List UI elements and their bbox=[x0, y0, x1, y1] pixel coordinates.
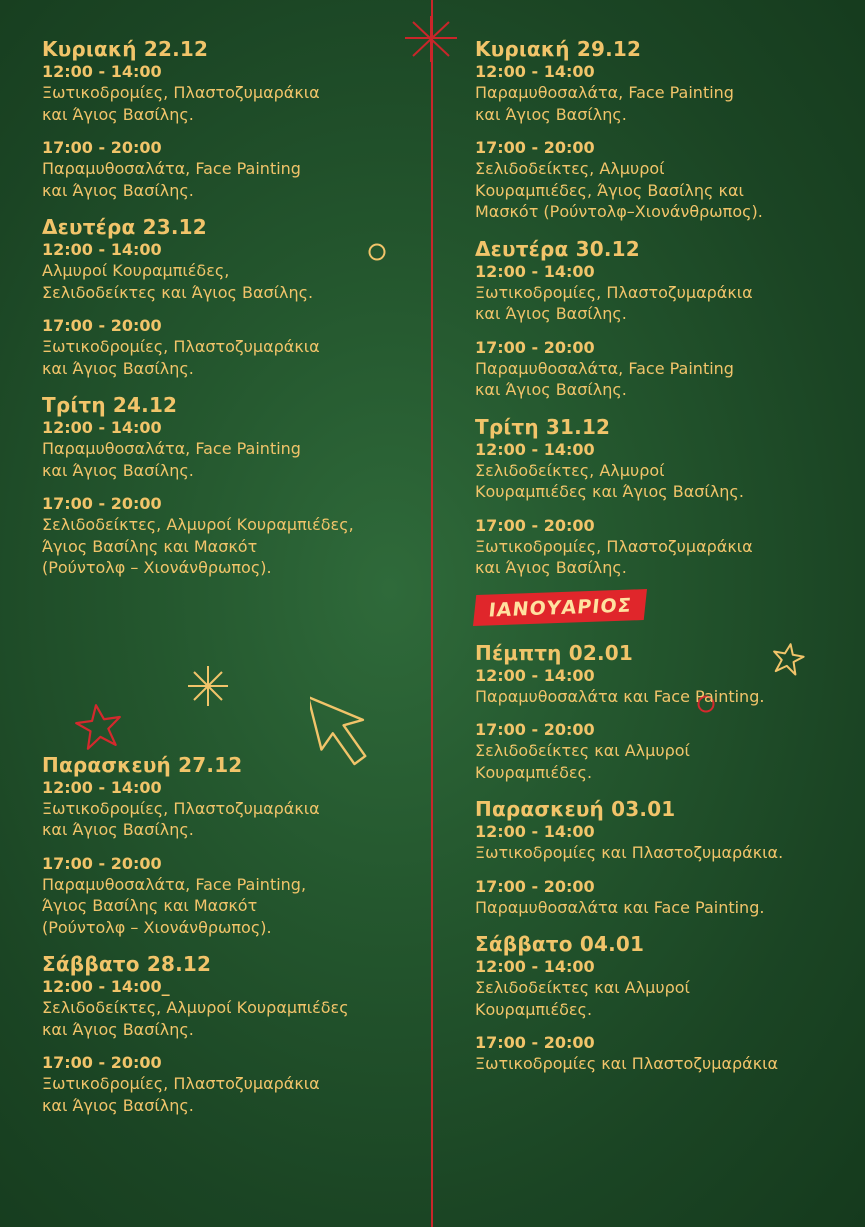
day-title: Δευτέρα 30.12 bbox=[475, 236, 640, 261]
time-slot bbox=[475, 516, 855, 579]
slot-time: 17:00 - 20:00 bbox=[475, 876, 595, 896]
time-slot bbox=[42, 1053, 422, 1116]
slot-time: 12:00 - 14:00_ bbox=[42, 977, 170, 996]
time-slot bbox=[475, 262, 855, 325]
day-block bbox=[475, 414, 855, 579]
slot-description: Αλμυροί Κουραμπιέδες, Σελιδοδείκτες και Άγιος Βασίλης. bbox=[42, 261, 314, 302]
time-slot bbox=[475, 138, 855, 223]
time-slot bbox=[42, 240, 422, 303]
time-slot bbox=[475, 1033, 855, 1075]
day-title: Παρασκευή 27.12 bbox=[42, 752, 243, 777]
slot-time: 17:00 - 20:00 bbox=[42, 1053, 162, 1072]
time-slot bbox=[42, 854, 422, 939]
slot-description: Παραμυθοσαλάτα, Face Painting και Άγιος Βασίλης. bbox=[42, 439, 301, 480]
slot-description: Ξωτικοδρομίες, Πλαστοζυμαράκια και Άγιος Βασίλης. bbox=[42, 798, 320, 839]
slot-description: Ξωτικοδρομίες, Πλαστοζυμαράκια και Άγιος Βασίλης. bbox=[42, 337, 320, 378]
time-slot bbox=[475, 62, 855, 125]
slot-time: 12:00 - 14:00 bbox=[42, 418, 162, 437]
slot-time: 17:00 - 20:00 bbox=[42, 138, 162, 157]
slot-time: 12:00 - 14:00 bbox=[42, 62, 162, 81]
slot-description: Σελιδοδείκτες, Αλμυροί Κουραμπιέδες, Άγιος Βασίλης και Μασκότ (Ρούντολφ–Χιονάνθρωπος). bbox=[475, 159, 763, 221]
slot-time: 12:00 - 14:00 bbox=[475, 62, 595, 81]
slot-description: Ξωτικοδρομίες και Πλαστοζυμαράκια bbox=[475, 1054, 779, 1073]
slot-description: Σελιδοδείκτες, Αλμυροί Κουραμπιέδες, Άγιος Βασίλης και Μασκότ (Ρούντολφ – Χιονάνθρωπος). bbox=[42, 515, 354, 577]
slot-time: 17:00 - 20:00 bbox=[475, 720, 595, 739]
day-block bbox=[42, 392, 422, 579]
time-slot bbox=[475, 666, 855, 708]
day-block bbox=[42, 36, 422, 201]
slot-description: Ξωτικοδρομίες, Πλαστοζυμαράκια και Άγιος Βασίλης. bbox=[42, 83, 320, 124]
center-divider-line bbox=[431, 0, 433, 1227]
day-block bbox=[475, 796, 855, 918]
slot-description: Ξωτικοδρομίες και Πλαστοζυμαράκια. bbox=[475, 843, 784, 862]
day-block bbox=[475, 640, 855, 784]
time-slot bbox=[42, 418, 422, 481]
slot-description: Σελιδοδείκτες και Αλμυροί Κουραμπιέδες. bbox=[475, 741, 690, 782]
time-slot bbox=[42, 62, 422, 125]
time-slot bbox=[475, 720, 855, 783]
time-slot bbox=[42, 977, 422, 1040]
slot-description: Ξωτικοδρομίες, Πλαστοζυμαράκια και Άγιος Βασίλης. bbox=[475, 536, 753, 577]
slot-description: Ξωτικοδρομίες, Πλαστοζυμαράκια και Άγιος Βασίλης. bbox=[42, 1074, 320, 1115]
day-title: Τρίτη 24.12 bbox=[42, 393, 178, 417]
time-slot bbox=[42, 316, 422, 379]
left-schedule-column bbox=[42, 36, 422, 1129]
slot-description: Σελιδοδείκτες, Αλμυροί Κουραμπιέδες και Άγιος Βασίλης. bbox=[475, 460, 744, 501]
day-title: Πέμπτη 02.01 bbox=[475, 640, 634, 665]
slot-time: 17:00 - 20:00 bbox=[475, 1033, 595, 1052]
slot-time: 12:00 - 14:00 bbox=[475, 665, 595, 685]
time-slot bbox=[475, 877, 855, 919]
time-slot bbox=[42, 778, 422, 841]
slot-time: 12:00 - 14:00 bbox=[42, 240, 162, 259]
slot-time: 12:00 - 14:00 bbox=[475, 822, 595, 841]
time-slot bbox=[475, 822, 855, 864]
slot-description: Παραμυθοσαλάτα, Face Painting, Άγιος Βασίλης και Μασκότ (Ρούντολφ – Χιονάνθρωπος). bbox=[42, 874, 307, 937]
slot-description: Παραμυθοσαλάτα, Face Painting και Άγιος Βασίλης. bbox=[42, 159, 301, 200]
day-title: Σάββατο 28.12 bbox=[42, 952, 212, 976]
right-schedule-column bbox=[475, 36, 855, 1088]
day-block bbox=[475, 931, 855, 1075]
slot-description: Σελιδοδείκτες, Αλμυροί Κουραμπιέδες και Άγιος Βασίλης. bbox=[42, 998, 349, 1039]
slot-time: 12:00 - 14:00 bbox=[42, 777, 162, 797]
slot-time: 17:00 - 20:00 bbox=[42, 494, 162, 513]
slot-description: Παραμυθοσαλάτα και Face Painting. bbox=[475, 897, 765, 917]
time-slot bbox=[42, 138, 422, 201]
day-title: Παρασκευή 03.01 bbox=[475, 797, 676, 821]
day-title: Τρίτη 31.12 bbox=[475, 414, 611, 439]
day-block bbox=[475, 236, 855, 401]
day-block bbox=[475, 36, 855, 223]
day-block bbox=[42, 752, 422, 939]
slot-time: 17:00 - 20:00 bbox=[42, 316, 162, 335]
slot-time: 17:00 - 20:00 bbox=[475, 515, 595, 535]
time-slot bbox=[475, 338, 855, 401]
slot-time: 12:00 - 14:00 bbox=[475, 261, 595, 281]
slot-time: 12:00 - 14:00 bbox=[475, 957, 595, 976]
slot-description: Παραμυθοσαλάτα, Face Painting και Άγιος Βασίλης. bbox=[475, 358, 734, 399]
time-slot bbox=[475, 957, 855, 1020]
slot-description: Παραμυθοσαλάτα, Face Painting και Άγιος Βασίλης. bbox=[475, 83, 734, 124]
slot-time: 12:00 - 14:00 bbox=[475, 439, 595, 459]
day-block bbox=[42, 951, 422, 1116]
month-badge: ΙΑΝΟΥΑΡΙΟΣ bbox=[473, 589, 647, 626]
time-slot bbox=[42, 494, 422, 579]
slot-description: Παραμυθοσαλάτα και Face Painting. bbox=[475, 686, 765, 706]
day-title: Σάββατο 04.01 bbox=[475, 932, 645, 956]
slot-time: 17:00 - 20:00 bbox=[42, 853, 162, 873]
day-block bbox=[42, 214, 422, 379]
slot-description: Σελιδοδείκτες και Αλμυροί Κουραμπιέδες. bbox=[475, 978, 690, 1019]
slot-time: 17:00 - 20:00 bbox=[475, 138, 595, 157]
time-slot bbox=[475, 440, 855, 503]
slot-description: Ξωτικοδρομίες, Πλαστοζυμαράκια και Άγιος Βασίλης. bbox=[475, 282, 753, 323]
day-title: Κυριακή 29.12 bbox=[475, 37, 642, 61]
month-badge-wrap bbox=[475, 592, 855, 626]
slot-time: 17:00 - 20:00 bbox=[475, 337, 595, 357]
day-title: Κυριακή 22.12 bbox=[42, 37, 209, 61]
day-title: Δευτέρα 23.12 bbox=[42, 215, 207, 239]
